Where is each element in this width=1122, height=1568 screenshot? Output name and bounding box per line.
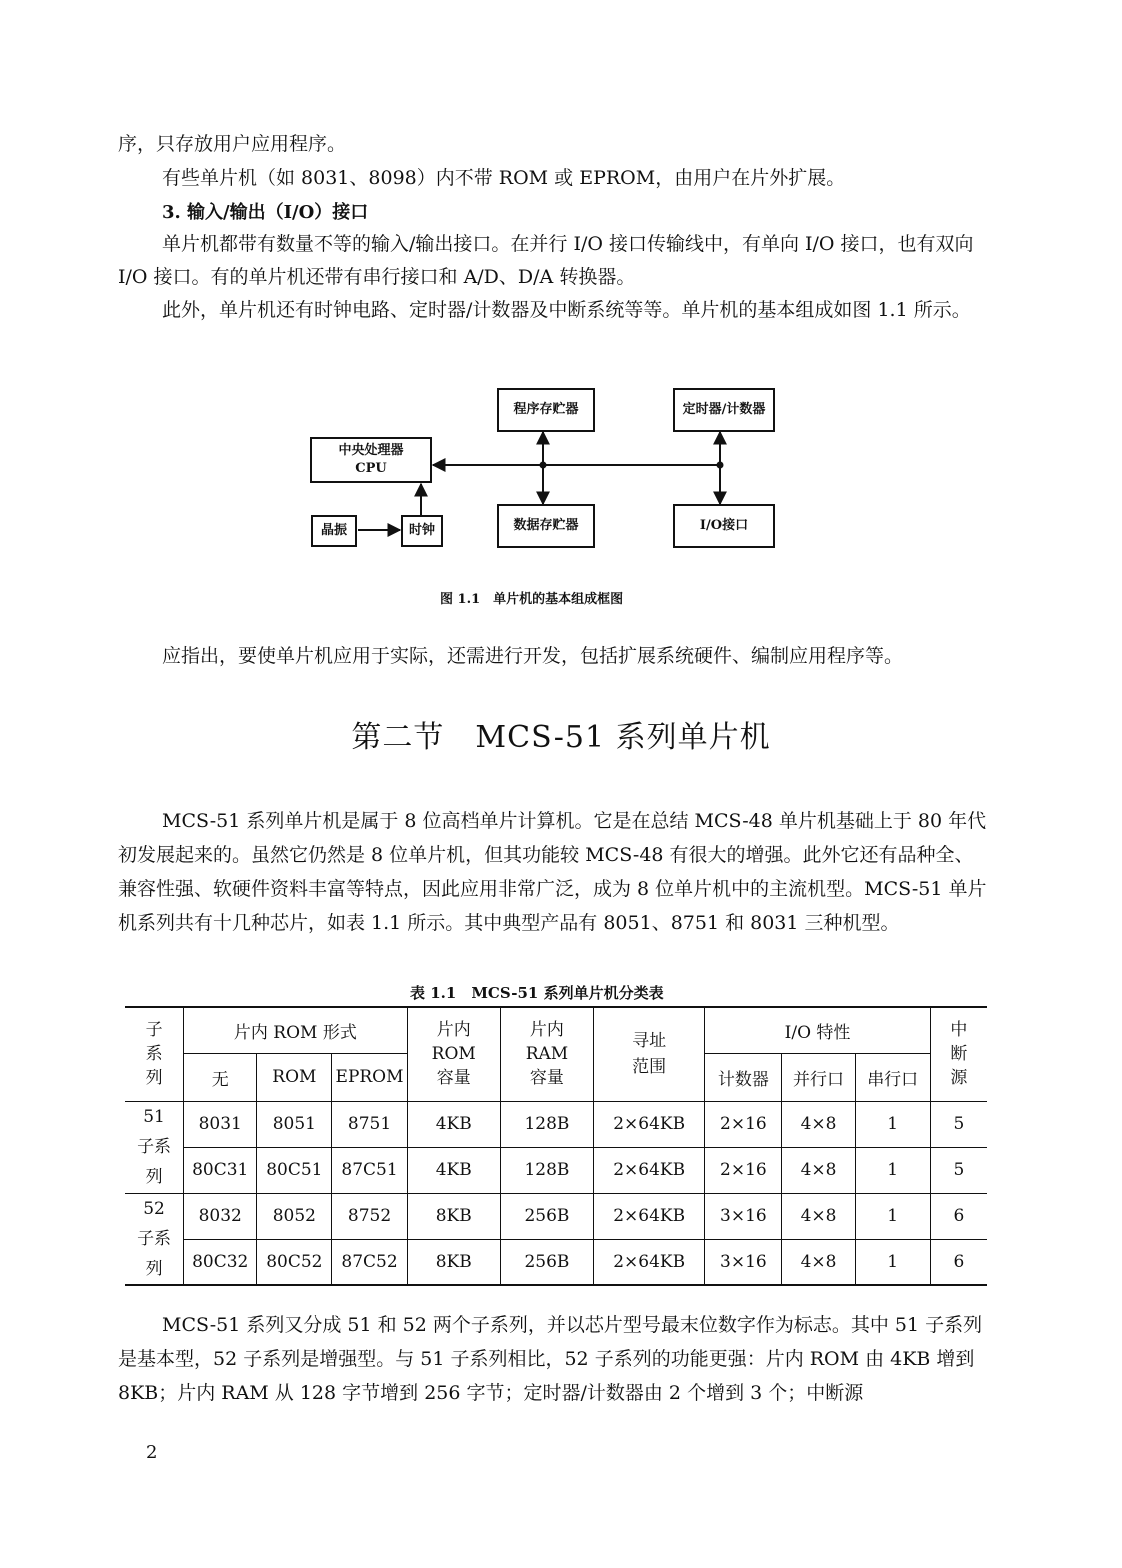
cell: 4×8	[782, 1147, 855, 1193]
clock-box	[401, 515, 443, 547]
cell: 80C32	[184, 1239, 257, 1285]
cell: 6	[930, 1193, 987, 1239]
header-parallel: 并行口	[782, 1053, 855, 1101]
cell: 2×64KB	[594, 1101, 705, 1147]
table-row	[125, 1101, 987, 1147]
header-rom-none: 无	[184, 1053, 257, 1101]
cell: 4KB	[407, 1147, 500, 1193]
table-caption: 表 1.1 MCS-51 系列单片机分类表	[410, 984, 664, 1002]
paragraph-subseries: MCS-51 系列又分成 51 和 52 两个子系列，并以芯片型号最末位数字作为标志。其中 51 子系列是基本型，52 子系列是增强型。与 51 子系列相比，52 子系列的功能更强：片内 ROM 由 4KB 增到 8KB；片内 RAM 从 128 字节增到 256 字节；定时器/计数器由 2 个增到 3 个；中断源	[118, 1314, 983, 1404]
data-memory-label: 数据存贮器	[513, 518, 579, 533]
cell: 2×64KB	[594, 1147, 705, 1193]
cell: 4KB	[407, 1101, 500, 1147]
cell: 3×16	[705, 1193, 782, 1239]
cell: 8752	[332, 1193, 407, 1239]
group-label-51: 51 子系列	[125, 1101, 184, 1193]
cell: 4×8	[782, 1101, 855, 1147]
cell: 8031	[184, 1101, 257, 1147]
cell: 8751	[332, 1101, 407, 1147]
header-rom-form: 片内 ROM 形式	[184, 1007, 408, 1053]
cell: 4×8	[782, 1193, 855, 1239]
group-label-52: 52 子系列	[125, 1193, 184, 1285]
header-subseries: 子系列	[125, 1007, 184, 1101]
paragraph-rom-extension: 有些单片机（如 8031、8098）内不带 ROM 或 EPROM，由用户在片外扩展。	[162, 167, 846, 189]
paragraph-development: 应指出，要使单片机应用于实际，还需进行开发，包括扩展系统硬件、编制应用程序等。	[162, 645, 904, 667]
section-title: 第二节 MCS-51 系列单片机	[351, 720, 771, 755]
data-memory-box	[497, 504, 595, 548]
cpu-label: 中央处理器	[338, 443, 404, 458]
table-row	[125, 1147, 987, 1193]
io-port-box	[673, 504, 775, 548]
header-io: I/O 特性	[705, 1007, 931, 1053]
header-rom-rom: ROM	[257, 1053, 332, 1101]
paragraph-io: 单片机都带有数量不等的输入/输出接口。在并行 I/O 接口传输线中，有单向 I/O 接口，也有双向 I/O 接口。有的单片机还带有串行接口和 A/D、D/A 转换器。	[118, 233, 974, 288]
junction-dot	[540, 462, 547, 469]
cell: 256B	[500, 1239, 593, 1285]
timer-counter-box	[673, 388, 775, 432]
cell: 6	[930, 1239, 987, 1285]
cell: 8052	[257, 1193, 332, 1239]
header-counter: 计数器	[705, 1053, 782, 1101]
paragraph-continued: 序，只存放用户应用程序。	[118, 133, 347, 155]
table-row	[125, 1239, 987, 1285]
cell: 8051	[257, 1101, 332, 1147]
cell: 1	[855, 1101, 930, 1147]
header-interrupt: 中断源	[930, 1007, 987, 1101]
page-number: 2	[146, 1442, 158, 1463]
cpu-box	[310, 437, 432, 483]
cell: 2×64KB	[594, 1239, 705, 1285]
clock-label: 时钟	[408, 523, 435, 538]
timer-counter-label: 定时器/计数器	[682, 402, 766, 417]
cell: 5	[930, 1147, 987, 1193]
io-port-label: I/O接口	[699, 518, 749, 533]
cell: 80C31	[184, 1147, 257, 1193]
cell: 8032	[184, 1193, 257, 1239]
cell: 1	[855, 1147, 930, 1193]
program-memory-box	[497, 388, 595, 432]
cell: 3×16	[705, 1239, 782, 1285]
cell: 8KB	[407, 1239, 500, 1285]
cpu-sublabel: CPU	[355, 461, 387, 476]
cell: 256B	[500, 1193, 593, 1239]
program-memory-label: 程序存贮器	[513, 402, 579, 417]
header-serial: 串行口	[855, 1053, 930, 1101]
paragraph-other-units: 此外，单片机还有时钟电路、定时器/计数器及中断系统等等。单片机的基本组成如图 1.1 所示。	[162, 299, 971, 321]
cell: 128B	[500, 1147, 593, 1193]
header-address-range: 寻址 范围	[594, 1007, 705, 1101]
header-rom-eprom: EPROM	[332, 1053, 407, 1101]
cell: 87C51	[332, 1147, 407, 1193]
cell: 80C52	[257, 1239, 332, 1285]
cell: 2×64KB	[594, 1193, 705, 1239]
cell: 2×16	[705, 1101, 782, 1147]
crystal-label: 晶振	[320, 523, 347, 538]
cell: 128B	[500, 1101, 593, 1147]
cell: 1	[855, 1239, 930, 1285]
cell: 5	[930, 1101, 987, 1147]
junction-dot	[717, 462, 724, 469]
cell: 87C52	[332, 1239, 407, 1285]
header-ram-capacity: 片内 RAM 容量	[500, 1007, 593, 1101]
mcs51-table	[125, 1006, 987, 1286]
crystal-box	[311, 515, 357, 547]
figure-caption: 图 1.1 单片机的基本组成框图	[440, 592, 624, 607]
cell: 1	[855, 1193, 930, 1239]
subsection-heading-io: 3. 输入/输出（I/O）接口	[162, 202, 369, 223]
cell: 2×16	[705, 1147, 782, 1193]
cell: 4×8	[782, 1239, 855, 1285]
header-rom-capacity: 片内 ROM 容量	[407, 1007, 500, 1101]
cell: 80C51	[257, 1147, 332, 1193]
cell: 8KB	[407, 1193, 500, 1239]
paragraph-mcs51-intro: MCS-51 系列单片机是属于 8 位高档单片计算机。它是在总结 MCS-48 单片机基础上于 80 年代初发展起来的。虽然它仍然是 8 位单片机，但其功能较 MCS-48 有很大的增强。此外它还有品种全、兼容性强、软硬件资料丰富等特点，因此应用非常广泛，成为 8 位单片机中的主流机型。MCS-51 单片机系列共有十几种芯片，如表 1.1 所示。其中典型产品有 8051、8751 和 8031 三种机型。	[118, 810, 987, 934]
table-row	[125, 1193, 987, 1239]
